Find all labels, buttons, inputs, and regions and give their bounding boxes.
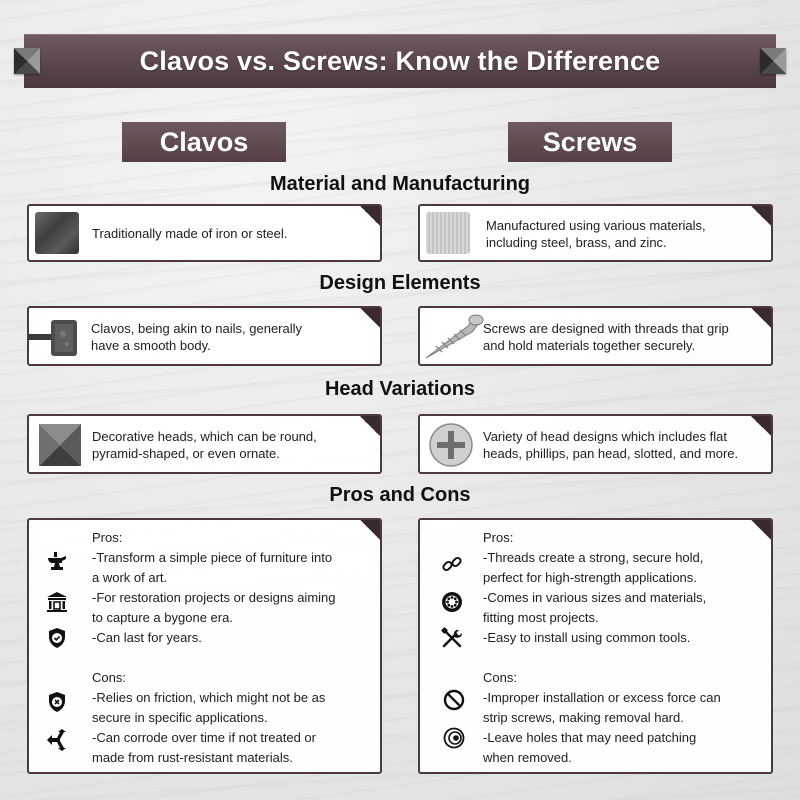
page-title: Clavos vs. Screws: Know the Difference: [139, 46, 661, 76]
card-text: Traditionally made of iron or steel.: [92, 226, 288, 241]
pros-line: -Threads create a strong, secure hold,: [483, 550, 704, 565]
right-stud-icon: [760, 48, 786, 74]
card-corner: [359, 519, 381, 541]
card-corner: [359, 205, 381, 227]
cons-label: Cons:: [483, 670, 517, 685]
cons-line: -Leave holes that may need patching: [483, 730, 697, 745]
pros-label: Pros:: [483, 530, 514, 545]
section-heading-head: Head Variations: [324, 378, 476, 400]
card-clavos-proscons: [27, 518, 382, 774]
pros-label: Pros:: [92, 530, 123, 545]
card-text-line2: and hold materials together securely.: [483, 338, 696, 353]
pros-line: -Transform a simple piece of furniture into: [92, 550, 333, 565]
cons-label: Cons:: [92, 670, 126, 685]
card-corner: [359, 307, 381, 329]
card-text-line1: Manufactured using various materials,: [486, 218, 706, 233]
screws-column-label: Screws: [542, 126, 638, 157]
shield-x-icon: [45, 690, 69, 714]
gear-circle-icon: [440, 590, 464, 614]
clavo-nail-icon: [27, 314, 85, 362]
card-corner: [750, 415, 772, 437]
section-heading-proscons: Pros and Cons: [329, 484, 471, 506]
tools-icon: [440, 626, 464, 650]
card-corner: [750, 307, 772, 329]
pros-line: perfect for high-strength applications.: [483, 570, 697, 585]
card-screws-design: [418, 306, 773, 366]
pyramid-head-icon: [37, 422, 83, 468]
card-text-line1: Variety of head designs which includes flat: [483, 429, 728, 444]
left-stud-icon: [14, 48, 40, 74]
cons-line: strip screws, making removal hard.: [483, 710, 684, 725]
clavos-column-header: [122, 122, 286, 162]
cons-line: -Can corrode over time if not treated or: [92, 730, 316, 745]
steel-plate-icon: [426, 212, 470, 254]
card-clavos-material: [27, 204, 382, 262]
chain-link-icon: [440, 552, 464, 576]
cons-line: secure in specific applications.: [92, 710, 268, 725]
anvil-icon: [45, 550, 69, 574]
title-banner: [24, 34, 776, 88]
card-screws-material: [418, 204, 773, 262]
cons-line: when removed.: [483, 750, 572, 765]
card-clavos-design: [27, 306, 382, 366]
card-text-line1: Screws are designed with threads that grip: [483, 321, 729, 336]
card-text-line1: Decorative heads, which can be round,: [92, 429, 317, 444]
pros-line: -Easy to install using common tools.: [483, 630, 691, 645]
screw-icon: [424, 312, 484, 362]
card-text-line2: heads, phillips, pan head, slotted, and more.: [483, 446, 739, 461]
phillips-head-icon: [428, 422, 474, 468]
section-heading-material: Material and Manufacturing: [269, 173, 531, 195]
screws-column-header: [508, 122, 672, 162]
pros-line: to capture a bygone era.: [92, 610, 233, 625]
pros-line: fitting most projects.: [483, 610, 599, 625]
card-clavos-head: [27, 414, 382, 474]
card-text-line2: have a smooth body.: [91, 338, 211, 353]
card-corner: [750, 519, 772, 541]
section-heading-design: Design Elements: [319, 272, 481, 294]
shield-check-icon: [45, 626, 69, 650]
pros-line: -Comes in various sizes and materials,: [483, 590, 707, 605]
card-screws-head: [418, 414, 773, 474]
card-text-line2: pyramid-shaped, or even ornate.: [92, 446, 280, 461]
card-corner: [750, 205, 772, 227]
clavos-column-label: Clavos: [159, 126, 249, 157]
no-entry-icon: [442, 688, 466, 712]
cons-line: -Improper installation or excess force can: [483, 690, 721, 705]
hole-icon: [442, 726, 466, 750]
card-text-line1: Clavos, being akin to nails, generally: [91, 321, 303, 336]
card-screws-proscons: [418, 518, 773, 774]
cons-line: -Relies on friction, which might not be as: [92, 690, 326, 705]
pros-line: -For restoration projects or designs aiming: [92, 590, 336, 605]
museum-icon: [45, 590, 69, 614]
card-corner: [359, 415, 381, 437]
pros-line: -Can last for years.: [92, 630, 202, 645]
iron-plate-icon: [35, 212, 79, 254]
card-text-line2: including steel, brass, and zinc.: [486, 235, 667, 250]
diverge-arrows-icon: [45, 728, 69, 752]
pros-line: a work of art.: [92, 570, 168, 585]
cons-line: made from rust-resistant materials.: [92, 750, 293, 765]
